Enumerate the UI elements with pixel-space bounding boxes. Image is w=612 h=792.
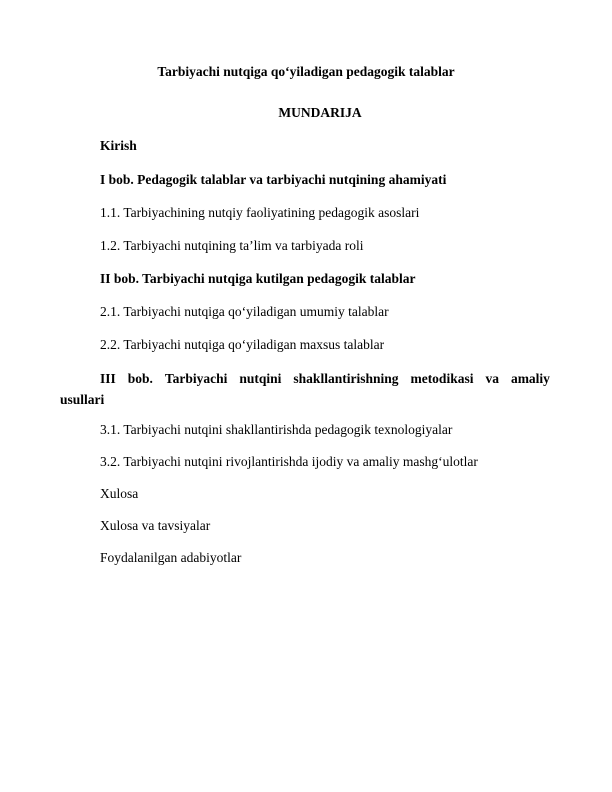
toc-section-2-2: 2.2. Tarbiyachi nutqiga qo‘yiladigan maxsus talablar: [100, 337, 385, 352]
toc-entry-references: Foydalanilgan adabiyotlar: [100, 550, 242, 565]
toc-section-1-2: 1.2. Tarbiyachi nutqining ta’lim va tarbiyada roli: [100, 238, 364, 253]
toc-chapter-3-line-1: [60, 368, 550, 389]
toc-chapter-3: [60, 368, 550, 410]
toc-section-3-1: 3.1. Tarbiyachi nutqini shakllantirishda pedagogik texnologiyalar: [100, 422, 453, 437]
toc-chapter-3-word: va: [485, 371, 499, 386]
toc-section-3-2: 3.2. Tarbiyachi nutqini rivojlantirishda ijodiy va amaliy mashg‘ulotlar: [100, 454, 478, 469]
toc-section-2-1: 2.1. Tarbiyachi nutqiga qo‘yiladigan umumiy talablar: [100, 304, 389, 319]
toc-chapter-3-word: bob.: [127, 371, 153, 386]
toc-chapter-2: II bob. Tarbiyachi nutqiga kutilgan pedagogik talablar: [100, 271, 416, 286]
toc-chapter-3-word: metodikasi: [410, 371, 474, 386]
toc-entry-conclusion: Xulosa: [100, 486, 139, 501]
toc-entry-intro: Kirish: [100, 138, 137, 153]
toc-chapter-3-line-2: usullari: [60, 392, 105, 407]
toc-section-1-1: 1.1. Tarbiyachining nutqiy faoliyatining pedagogik asoslari: [100, 205, 420, 220]
contents-heading: MUNDARIJA: [278, 105, 362, 120]
toc-chapter-3-word: amaliy: [510, 371, 550, 386]
toc-entry-conclusion-recommendations: Xulosa va tavsiyalar: [100, 518, 211, 533]
toc-chapter-3-word: shakllantirishning: [293, 371, 399, 386]
document-title: Tarbiyachi nutqiga qo‘yiladigan pedagogik talablar: [157, 64, 455, 79]
toc-chapter-3-word: Tarbiyachi: [164, 371, 228, 386]
toc-chapter-3-word: nutqini: [239, 371, 282, 386]
toc-chapter-3-word: III: [100, 371, 116, 386]
toc-chapter-1: I bob. Pedagogik talablar va tarbiyachi nutqining ahamiyati: [100, 172, 447, 187]
